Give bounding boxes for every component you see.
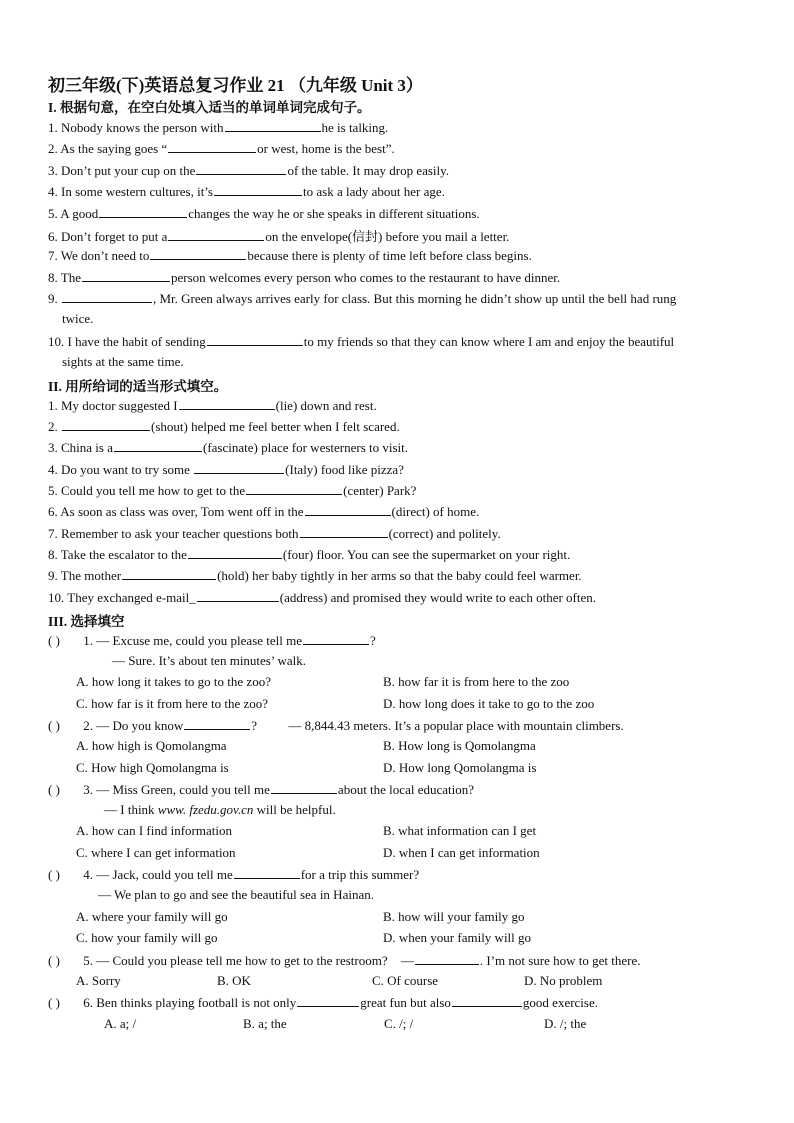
s1-item-10: 10. I have the habit of sending to my friends so that they can know where I am and enjoy the beautiful bbox=[48, 334, 675, 349]
s1-item-2: 2. As the saying goes “ or west, home is the best”. bbox=[48, 141, 395, 156]
answer-paren[interactable]: ( ) bbox=[48, 995, 60, 1010]
answer-blank bbox=[415, 952, 479, 965]
option-b[interactable]: B. how will your family go bbox=[383, 909, 525, 924]
answer-blank[interactable] bbox=[305, 503, 391, 516]
option-c[interactable]: C. where I can get information bbox=[76, 845, 236, 860]
answer-blank bbox=[297, 994, 359, 1007]
answer-paren[interactable]: ( ) bbox=[48, 867, 60, 882]
s1-item-4: 4. In some western cultures, it’s to ask a lady about her age. bbox=[48, 184, 445, 199]
s1-item-9-cont: twice. bbox=[62, 311, 94, 326]
answer-blank bbox=[452, 994, 522, 1007]
answer-paren[interactable]: ( ) bbox=[48, 782, 60, 797]
option-c[interactable]: C. how your family will go bbox=[76, 930, 218, 945]
answer-blank[interactable] bbox=[196, 162, 286, 175]
option-a[interactable]: A. how high is Qomolangma bbox=[76, 738, 227, 753]
answer-blank[interactable] bbox=[99, 205, 187, 218]
s3-question-6: ( ) 6. Ben thinks playing football is not only great fun but also good exercise. bbox=[48, 995, 599, 1010]
answer-blank[interactable] bbox=[300, 525, 388, 538]
s2-item-1: 1. My doctor suggested I (lie) down and rest. bbox=[48, 398, 377, 413]
s1-item-8: 8. The person welcomes every person who comes to the restaurant to have dinner. bbox=[48, 270, 561, 285]
answer-blank bbox=[271, 781, 337, 794]
s3-question-4: ( ) 4. — Jack, could you tell me for a trip this summer? bbox=[48, 867, 420, 882]
s3-question-3: ( ) 3. — Miss Green, could you tell me about the local education? bbox=[48, 782, 475, 797]
page-title: 初三年级(下)英语总复习作业 21 （九年级 Unit 3） bbox=[48, 76, 423, 95]
s2-item-10: 10. They exchanged e-mail_ (address) and promised they would write to each other often. bbox=[48, 590, 596, 605]
s1-item-3: 3. Don’t put your cup on the of the table. It may drop easily. bbox=[48, 163, 450, 178]
s1-item-10-cont: sights at the same time. bbox=[62, 354, 184, 369]
s1-item-9: 9. , Mr. Green always arrives early for class. But this morning he didn’t show up until the bell had rung bbox=[48, 291, 677, 306]
answer-blank[interactable] bbox=[207, 333, 303, 346]
s1-item-6: 6. Don’t forget to put a on the envelope(信封) before you mail a letter. bbox=[48, 229, 510, 244]
answer-blank[interactable] bbox=[168, 140, 256, 153]
option-d[interactable]: D. when your family will go bbox=[383, 930, 532, 945]
s2-item-5: 5. Could you tell me how to get to the (center) Park? bbox=[48, 483, 417, 498]
answer-blank[interactable] bbox=[246, 482, 342, 495]
option-b[interactable]: B. what information can I get bbox=[383, 823, 537, 838]
s2-item-6: 6. As soon as class was over, Tom went off in the (direct) of home. bbox=[48, 504, 480, 519]
answer-blank bbox=[234, 866, 300, 879]
answer-blank[interactable] bbox=[62, 418, 150, 431]
s3-q1-reply: — Sure. It’s about ten minutes’ walk. bbox=[112, 653, 307, 668]
answer-blank[interactable] bbox=[168, 228, 264, 241]
answer-blank[interactable] bbox=[197, 589, 279, 602]
answer-blank[interactable] bbox=[114, 439, 202, 452]
answer-blank[interactable] bbox=[62, 290, 152, 303]
option-a[interactable]: A. where your family will go bbox=[76, 909, 228, 924]
s1-item-5: 5. A good changes the way he or she speaks in different situations. bbox=[48, 206, 480, 221]
s1-item-1: 1. Nobody knows the person with he is talking. bbox=[48, 120, 389, 135]
s2-item-8: 8. Take the escalator to the (four) floor. You can see the supermarket on your right. bbox=[48, 547, 571, 562]
answer-blank[interactable] bbox=[188, 546, 282, 559]
s3-q3-reply: — I think www. fzedu.gov.cn will be helpful. bbox=[104, 802, 336, 817]
answer-blank[interactable] bbox=[122, 567, 216, 580]
option-d[interactable]: D. No problem bbox=[524, 973, 603, 988]
option-b[interactable]: B. a; the bbox=[243, 1016, 287, 1031]
option-a[interactable]: A. Sorry bbox=[76, 973, 121, 988]
s2-item-7: 7. Remember to ask your teacher questions both (correct) and politely. bbox=[48, 526, 501, 541]
s2-item-3: 3. China is a (fascinate) place for westerners to visit. bbox=[48, 440, 409, 455]
option-c[interactable]: C. How high Qomolangma is bbox=[76, 760, 229, 775]
option-a[interactable]: A. how can I find information bbox=[76, 823, 232, 838]
s1-item-7: 7. We don’t need to because there is plenty of time left before class begins. bbox=[48, 248, 532, 263]
answer-blank[interactable] bbox=[214, 183, 302, 196]
option-d[interactable]: D. when I can get information bbox=[383, 845, 540, 860]
s3-question-5: ( ) 5. — Could you please tell me how to get to the restroom? — . I’m not sure how to get there. bbox=[48, 953, 641, 968]
answer-paren[interactable]: ( ) bbox=[48, 633, 60, 648]
answer-blank bbox=[184, 717, 250, 730]
s2-item-4: 4. Do you want to try some (Italy) food like pizza? bbox=[48, 462, 404, 477]
option-a[interactable]: A. how long it takes to go to the zoo? bbox=[76, 674, 271, 689]
s2-item-2: 2. (shout) helped me feel better when I felt scared. bbox=[48, 419, 400, 434]
s3-question-2: ( ) 2. — Do you know ? — 8,844.43 meters. It’s a popular place with mountain climbers. bbox=[48, 718, 624, 733]
answer-blank[interactable] bbox=[179, 397, 275, 410]
s3-question-1: ( ) 1. — Excuse me, could you please tell me ? bbox=[48, 633, 376, 648]
answer-paren[interactable]: ( ) bbox=[48, 953, 60, 968]
answer-blank[interactable] bbox=[194, 461, 284, 474]
answer-blank[interactable] bbox=[150, 247, 246, 260]
section-2-heading: II. 用所给词的适当形式填空。 bbox=[48, 379, 228, 394]
option-b[interactable]: B. OK bbox=[217, 973, 251, 988]
option-b[interactable]: B. how far it is from here to the zoo bbox=[383, 674, 570, 689]
option-b[interactable]: B. How long is Qomolangma bbox=[383, 738, 536, 753]
s3-q4-reply: — We plan to go and see the beautiful sea in Hainan. bbox=[98, 887, 374, 902]
answer-blank[interactable] bbox=[82, 269, 170, 282]
option-d[interactable]: D. /; the bbox=[544, 1016, 587, 1031]
option-d[interactable]: D. How long Qomolangma is bbox=[383, 760, 537, 775]
option-a[interactable]: A. a; / bbox=[104, 1016, 137, 1031]
option-d[interactable]: D. how long does it take to go to the zoo bbox=[383, 696, 595, 711]
option-c[interactable]: C. Of course bbox=[372, 973, 439, 988]
section-1-heading: I. 根据句意，在空白处填入适当的单词单词完成句子。 bbox=[48, 100, 371, 115]
answer-blank[interactable] bbox=[225, 119, 321, 132]
option-c[interactable]: C. /; / bbox=[384, 1016, 414, 1031]
answer-paren[interactable]: ( ) bbox=[48, 718, 60, 733]
s2-item-9: 9. The mother (hold) her baby tightly in her arms so that the baby could feel warmer. bbox=[48, 568, 582, 583]
s3-q2-reply: — 8,844.43 meters. It’s a popular place with mountain climbers. bbox=[288, 718, 624, 733]
option-c[interactable]: C. how far is it from here to the zoo? bbox=[76, 696, 269, 711]
answer-blank bbox=[303, 632, 369, 645]
section-3-heading: III. 选择填空 bbox=[48, 614, 125, 629]
website-url: www. fzedu.gov.cn bbox=[157, 802, 254, 817]
